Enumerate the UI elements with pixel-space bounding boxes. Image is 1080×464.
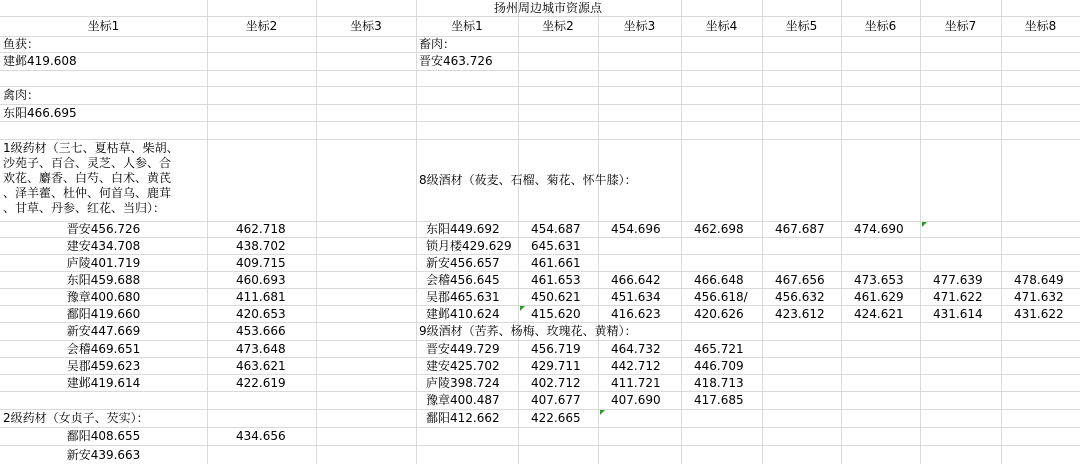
table-cell: 466.642	[611, 272, 661, 287]
section-label-livestock: 畜肉：	[419, 37, 456, 51]
sheet-title: 扬州周边城市资源点	[493, 1, 602, 15]
table-cell: 474.690	[854, 222, 904, 236]
table-cell: 467.687	[775, 222, 825, 236]
table-cell: 豫章400.487	[426, 393, 500, 407]
table-cell: 新安456.657	[426, 255, 500, 270]
table-cell: 吴郡459.623	[66, 358, 141, 373]
table-cell: 东阳459.688	[66, 272, 141, 287]
table-cell: 471.632	[1014, 289, 1064, 304]
table-cell: 422.665	[531, 411, 581, 425]
table-cell: 庐陵401.719	[66, 255, 141, 270]
column-header: 坐标6	[864, 19, 897, 33]
table-cell: 420.653	[236, 306, 286, 321]
table-cell: 建安425.702	[426, 358, 500, 373]
table-cell: 456.719	[531, 341, 581, 356]
table-cell: 416.623	[611, 306, 661, 321]
section-label-wine-level9: 9级酒材（苦荞、杨梅、玫瑰花、黄精）：	[419, 324, 637, 338]
table-cell: 417.685	[694, 393, 744, 407]
comment-indicator-icon[interactable]	[520, 306, 525, 311]
table-cell: 473.648	[236, 341, 286, 356]
table-cell: 460.693	[236, 272, 286, 287]
table-cell: 423.612	[775, 306, 825, 321]
table-cell: 豫章400.680	[66, 289, 141, 304]
resource-coordinate: 东阳466.695	[3, 105, 77, 120]
table-cell: 461.661	[531, 255, 581, 270]
table-cell: 453.666	[236, 324, 286, 338]
resource-coordinate: 建邺419.608	[3, 54, 77, 68]
table-cell: 461.653	[531, 272, 581, 287]
table-cell: 450.621	[531, 289, 581, 304]
section-label-herb-level1: 1级药材（三七、夏枯草、柴胡、 沙苑子、百合、灵芝、人参、合 欢花、麝香、白芍、白术、黄芪 、泽羊藿、杜仲、何首乌、鹿茸 、甘草、丹参、红花、当归）：	[3, 141, 179, 215]
table-cell: 418.713	[694, 375, 744, 390]
table-cell: 新安439.663	[66, 447, 141, 462]
table-cell: 411.681	[236, 289, 286, 304]
table-cell: 442.712	[611, 358, 661, 373]
table-cell: 431.614	[933, 306, 983, 321]
row-gridline	[0, 70, 1080, 71]
table-cell: 456.632	[775, 289, 825, 304]
column-header: 坐标4	[705, 19, 738, 33]
table-cell: 415.620	[531, 306, 581, 321]
table-cell: 462.718	[236, 222, 286, 236]
table-cell: 411.721	[611, 375, 661, 390]
table-cell: 建安434.708	[66, 238, 141, 253]
table-cell: 464.732	[611, 341, 661, 356]
table-cell: 吴郡465.631	[426, 289, 500, 304]
table-cell: 庐陵398.724	[426, 375, 500, 390]
table-cell: 建邺410.624	[426, 306, 500, 321]
table-cell: 鄱阳412.662	[426, 411, 500, 425]
column-header: 坐标7	[944, 19, 977, 33]
column-header: 坐标1	[87, 19, 120, 33]
table-cell: 409.715	[236, 255, 286, 270]
table-cell: 鄱阳408.655	[66, 429, 141, 443]
comment-indicator-icon[interactable]	[922, 222, 927, 227]
table-cell: 建邺419.614	[66, 375, 141, 390]
column-header: 坐标1	[451, 19, 483, 33]
table-cell: 446.709	[694, 358, 744, 373]
table-cell: 477.639	[933, 272, 983, 287]
section-label-fish: 鱼获：	[3, 37, 40, 51]
table-cell: 461.629	[854, 289, 904, 304]
column-header: 坐标5	[785, 19, 818, 33]
table-cell: 456.618/	[694, 289, 748, 304]
section-label-wine-level8: 8级酒材（莜麦、石榴、菊花、怀牛膝）：	[419, 173, 637, 187]
table-cell: 467.656	[775, 272, 825, 287]
table-cell: 465.721	[694, 341, 744, 356]
table-cell: 420.626	[694, 306, 744, 321]
table-cell: 402.712	[531, 375, 581, 390]
table-cell: 434.656	[236, 429, 286, 443]
column-header: 坐标2	[542, 19, 574, 33]
row-gridline	[0, 139, 1080, 140]
table-cell: 407.690	[611, 393, 661, 407]
table-cell: 645.631	[531, 238, 581, 253]
table-cell: 晋安449.729	[426, 341, 500, 356]
section-label-poultry: 禽肉：	[3, 88, 40, 102]
table-cell: 463.621	[236, 358, 286, 373]
table-cell: 462.698	[694, 222, 744, 236]
table-cell: 鄱阳419.660	[66, 306, 141, 321]
resource-coordinate: 晋安463.726	[419, 54, 493, 68]
table-cell: 会稽469.651	[66, 341, 141, 356]
table-cell: 431.622	[1014, 306, 1064, 321]
column-header: 坐标3	[623, 19, 656, 33]
table-cell: 438.702	[236, 238, 286, 253]
table-cell: 473.653	[854, 272, 904, 287]
column-header: 坐标2	[245, 19, 278, 33]
table-cell: 晋安456.726	[66, 222, 141, 236]
column-header: 坐标8	[1024, 19, 1057, 33]
table-cell: 454.687	[531, 222, 581, 236]
row-gridline	[0, 121, 1080, 122]
table-cell: 会稽456.645	[426, 272, 500, 287]
comment-indicator-icon[interactable]	[600, 410, 605, 415]
table-cell: 东阳449.692	[426, 222, 500, 236]
table-cell: 407.677	[531, 393, 581, 407]
section-label-herb-level2: 2级药材（女贞子、芡实）：	[3, 411, 149, 425]
column-header: 坐标3	[350, 19, 382, 33]
table-cell: 新安447.669	[66, 324, 141, 338]
table-cell: 锁月楼429.629	[426, 238, 512, 253]
table-cell: 478.649	[1014, 272, 1064, 287]
table-cell: 424.621	[854, 306, 904, 321]
table-cell: 422.619	[236, 375, 286, 390]
table-cell: 454.696	[611, 222, 661, 236]
table-cell: 429.711	[531, 358, 581, 373]
table-cell: 466.648	[694, 272, 744, 287]
row-gridline	[0, 16, 1080, 17]
table-cell: 451.634	[611, 289, 661, 304]
table-cell: 471.622	[933, 289, 983, 304]
